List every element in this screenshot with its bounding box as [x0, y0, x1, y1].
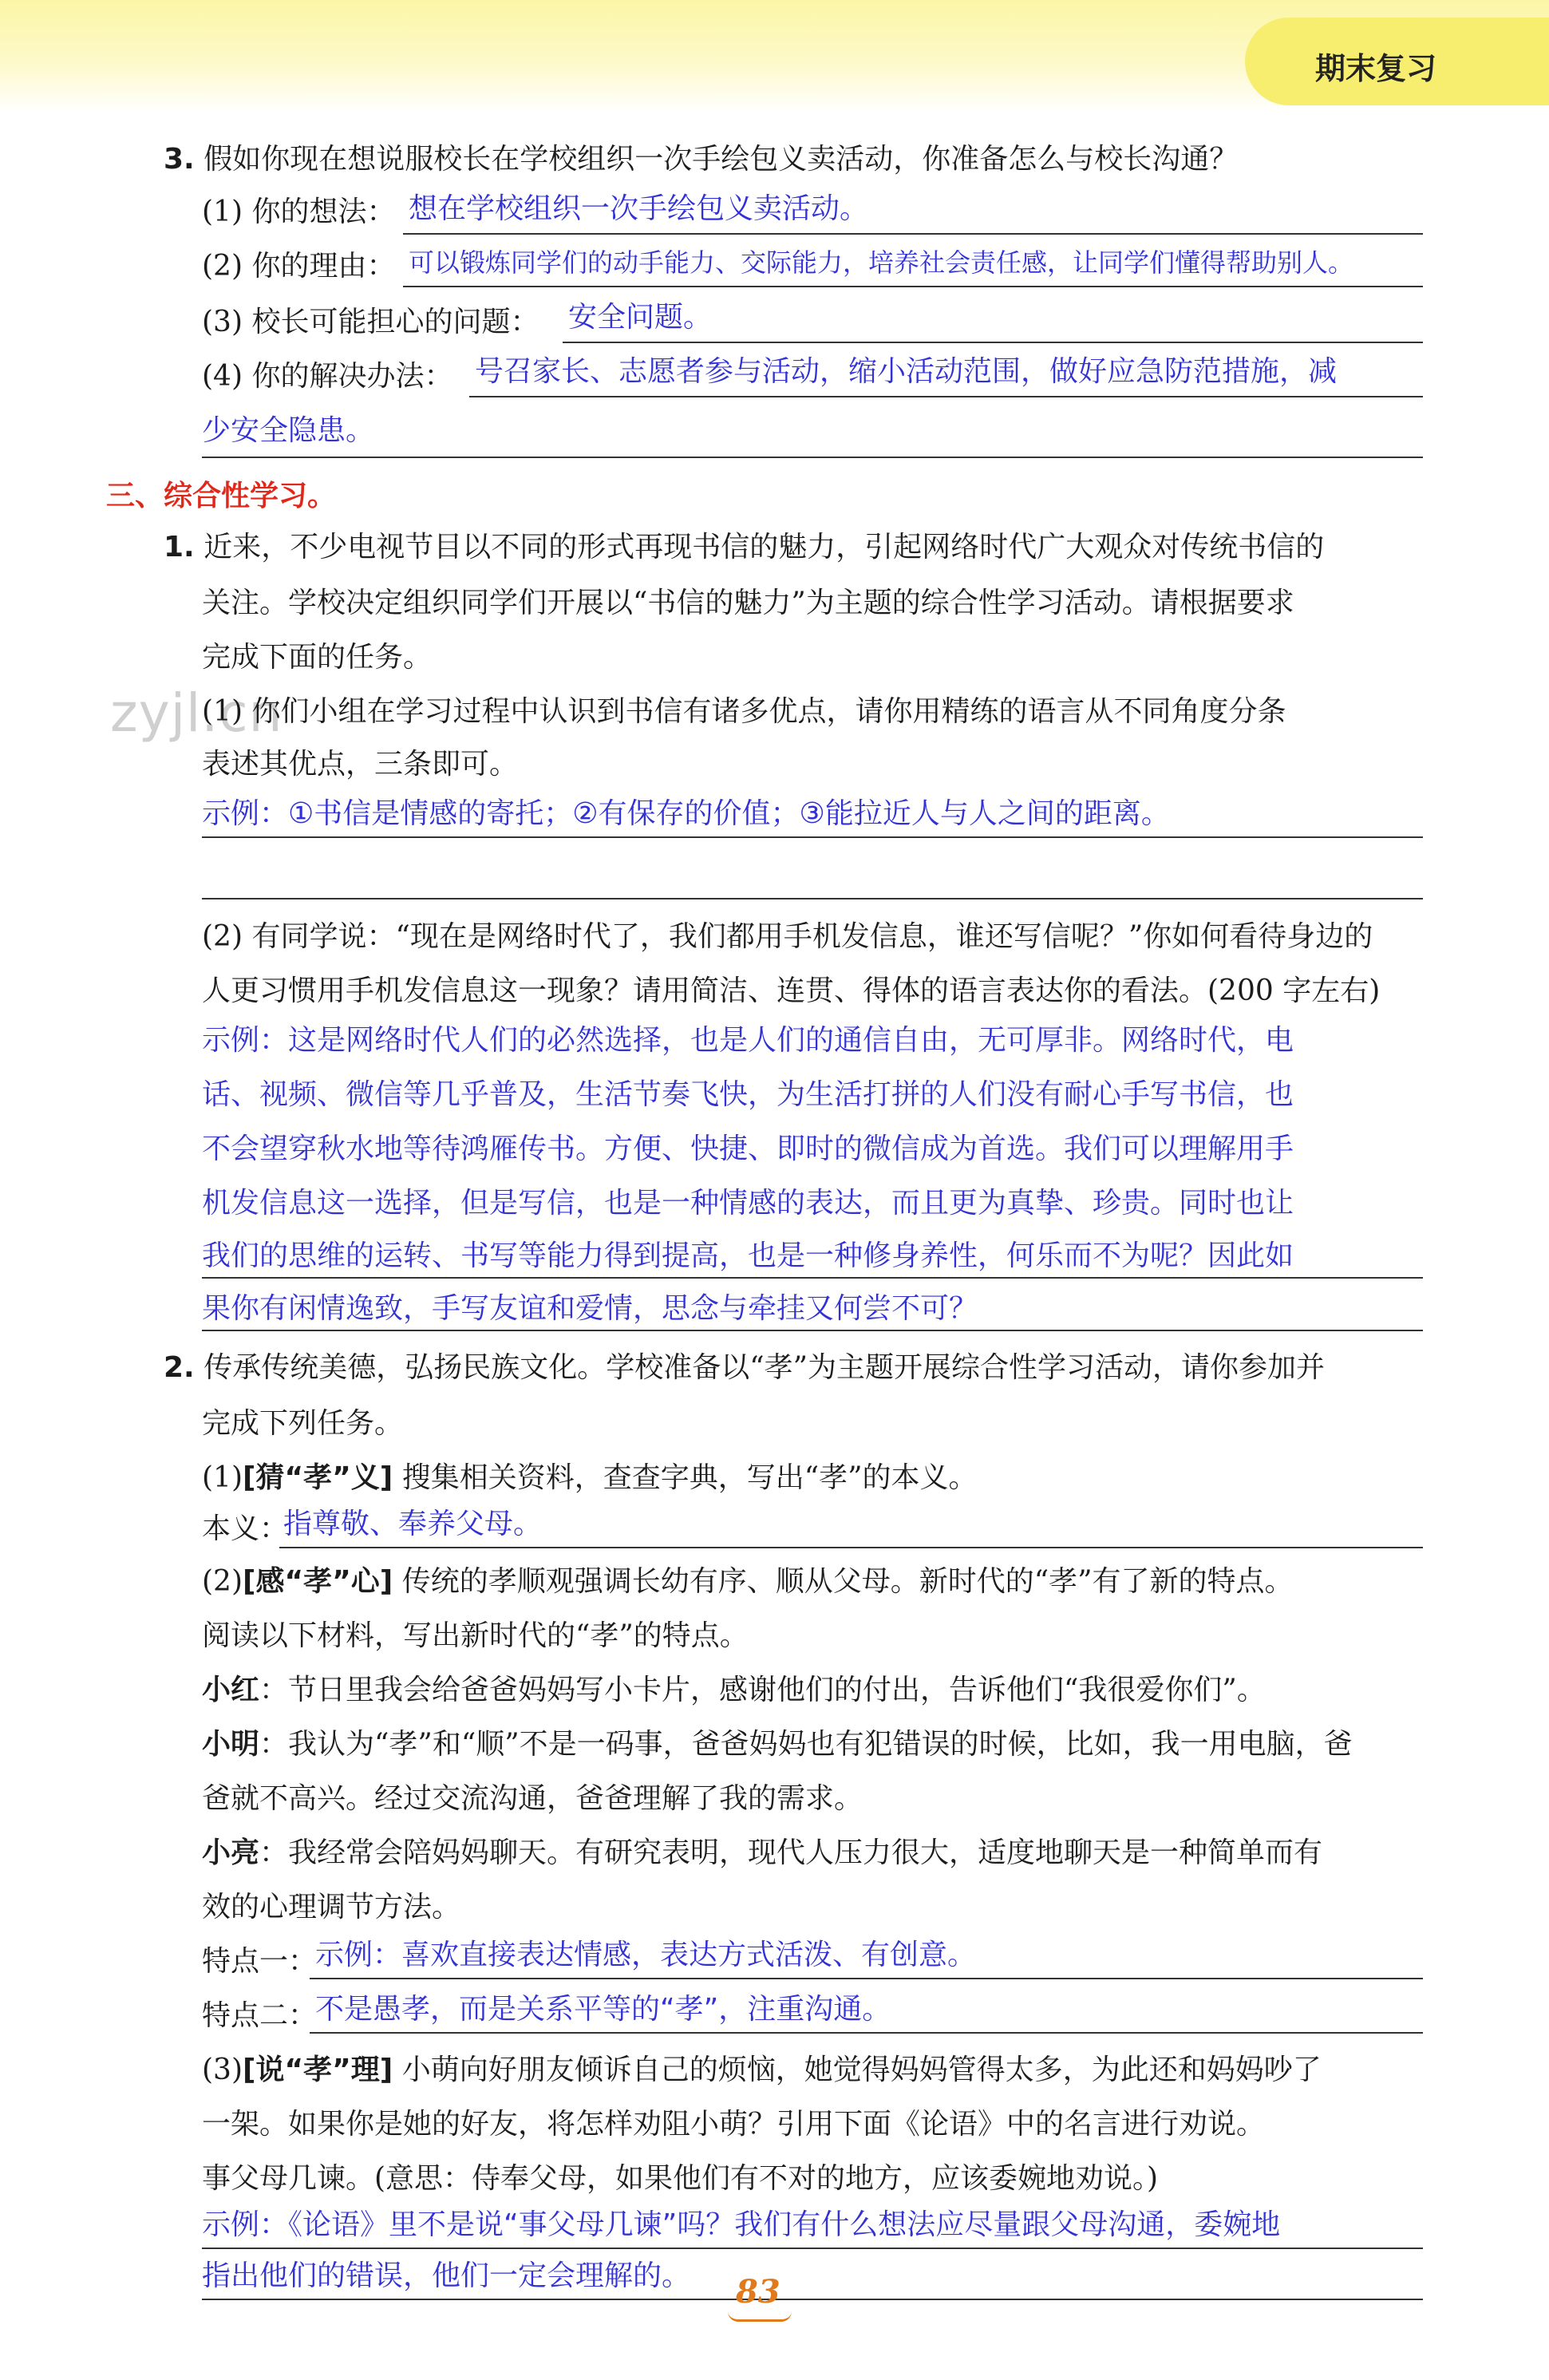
- section-tab-label: 期末复习: [1315, 51, 1437, 86]
- section-title: 三、综合性学习。: [106, 480, 337, 512]
- answer-line: [202, 1330, 1423, 1331]
- s1-p2-answer-line: 示例：这是网络时代人们的必然选择，也是人们的通信自由，无可厚非。网络时代，电: [202, 1024, 1294, 1057]
- s2-xiaohong: [202, 1676, 1266, 1705]
- s2-p2-text: 传统的孝顺观强调长幼有序、顺从父母。新时代的“孝”有了新的特点。: [401, 1565, 1294, 1598]
- s2-p3-text: 小萌向好朋友倾诉自己的烦恼，她觉得妈妈管得太多，为此还和妈妈吵了: [401, 2054, 1322, 2086]
- s2-xiaoliang-2: 效的心理调节方法。: [202, 1891, 461, 1923]
- s1-p2-answer-line: 果你有闲情逸致，手写友谊和爱情，思念与牵挂又何尝不可？: [202, 1292, 978, 1325]
- q3-p3-label: (3) 校长可能担心的问题：: [202, 306, 539, 338]
- q3-p4-label: (4) 你的解决办法：: [202, 360, 453, 393]
- s2-xiaoming: [202, 1730, 1353, 1759]
- s2-f1-answer: 示例：喜欢直接表达情感，表达方式活泼、有创意。: [315, 1939, 977, 1971]
- s1-stem-3: 完成下面的任务。: [202, 641, 433, 674]
- answer-line: [202, 457, 1423, 458]
- page-number-ornament: [728, 2311, 792, 2322]
- s2-xiaoming-2: 爸就不高兴。经过交流沟通，爸爸理解了我的需求。: [202, 1782, 863, 1815]
- watermark: zyjl.cn: [110, 682, 283, 744]
- answer-line: [403, 286, 1423, 287]
- answer-line: [310, 2032, 1423, 2034]
- s2-p2-text-2: 阅读以下材料，写出新时代的“孝”的特点。: [202, 1619, 749, 1652]
- s1-p2-answer-line: 不会望穿秋水地等待鸿雁传书。方便、快捷、即时的微信成为首选。我们可以理解用手: [202, 1133, 1294, 1165]
- s2-p2-tag: [感“孝”心]: [243, 1565, 393, 1598]
- answer-line: [279, 1547, 1423, 1548]
- s2-p3-tag: [说“孝”理]: [243, 2054, 393, 2086]
- s2-xiaoliang: [202, 1836, 1323, 1869]
- s2-p3-prefix: (3): [202, 2054, 243, 2086]
- q3-p4-answer-2: 少安全隐患。: [202, 414, 375, 447]
- page-number: 83: [736, 2273, 780, 2311]
- s2-f2-label: 特点二：: [202, 1999, 318, 2032]
- s1-p1-line-1: (1) 你们小组在学习过程中认识到书信有诸多优点，请你用精练的语言从不同角度分条: [202, 695, 1286, 728]
- speaker-text: ：我认为“孝”和“顺”不是一码事，爸爸妈妈也有犯错误的时候，比如，我一用电脑，爸: [259, 1728, 1353, 1761]
- answer-line: [202, 898, 1423, 899]
- q3-p2-label: (2) 你的理由：: [202, 250, 396, 283]
- q3-p2-answer: 可以锻炼同学们的动手能力、交际能力，培养社会责任感，让同学们懂得帮助别人。: [409, 247, 1354, 278]
- speaker-name: 小亮: [202, 1836, 260, 1869]
- speaker-name: 小明: [202, 1728, 260, 1761]
- answer-line: [403, 233, 1423, 235]
- s2-p1-tag: [猜“孝”义]: [243, 1461, 393, 1494]
- speaker-name: 小红: [202, 1674, 260, 1706]
- s1-p1-answer: 示例：①书信是情感的寄托；②有保存的价值；③能拉近人与人之间的距离。: [202, 797, 1170, 830]
- answer-line: [202, 836, 1423, 838]
- s2-number: 2.: [164, 1351, 195, 1384]
- s2-p3-answer-1: 示例：《论语》里不是说“事父母几谏”吗？我们有什么想法应尽量跟父母沟通，委婉地: [202, 2208, 1281, 2241]
- q3-p4-answer-1: 号召家长、志愿者参与活动，缩小活动范围，做好应急防范措施，减: [475, 355, 1338, 388]
- speaker-text: ：我经常会陪妈妈聊天。有研究表明，现代人压力很大，适度地聊天是一种简单而有: [259, 1836, 1323, 1869]
- answer-line: [202, 2299, 1423, 2300]
- s2-stem-1-text: 传承传统美德，弘扬民族文化。学校准备以“孝”为主题开展综合性学习活动，请你参加并: [204, 1351, 1325, 1384]
- s2-p1-text: 搜集相关资料，查查字典，写出“孝”的本义。: [401, 1461, 978, 1494]
- answer-line: [202, 2248, 1423, 2249]
- s2-p3: [202, 2056, 1322, 2085]
- s2-stem-2: 完成下列任务。: [202, 1407, 404, 1440]
- s1-stem-2: 关注。学校决定组织同学们开展以“书信的魅力”为主题的综合性学习活动。请根据要求: [202, 587, 1294, 619]
- s1-number: 1.: [164, 531, 195, 563]
- s2-p1-answer: 指尊敬、奉养父母。: [283, 1508, 543, 1540]
- s1-stem-1-text: 近来，不少电视节目以不同的形式再现书信的魅力，引起网络时代广大观众对传统书信的: [204, 531, 1325, 563]
- s2-p3-text-2: 一架。如果你是她的好友，将怎样劝阻小萌？引用下面《论语》中的名言进行劝说。: [202, 2108, 1266, 2141]
- answer-line: [310, 1978, 1423, 1979]
- s2-p2-prefix: (2): [202, 1565, 243, 1598]
- q3-p1-label: (1) 你的想法：: [202, 196, 396, 228]
- s2-p2: [202, 1565, 1294, 1598]
- q3-number: 3.: [164, 143, 195, 176]
- q3-stem-text: 假如你现在想说服校长在学校组织一次手绘包义卖活动，你准备怎么与校长沟通？: [204, 143, 1239, 176]
- s1-p2-answer-line: 话、视频、微信等几乎普及，生活节奏飞快，为生活打拼的人们没有耐心手写书信，也: [202, 1078, 1294, 1111]
- s2-p1-label: 本义：: [202, 1512, 289, 1545]
- s1-p2-answer-line: 机发信息这一选择，但是写信，也是一种情感的表达，而且更为真挚、珍贵。同时也让: [202, 1187, 1294, 1220]
- s2-stem-1: [164, 1351, 1325, 1384]
- q3-stem: [164, 145, 1238, 174]
- s2-f2-answer: 不是愚孝，而是关系平等的“孝”，注重沟通。: [315, 1993, 891, 2026]
- answer-line: [469, 396, 1423, 397]
- q3-p3-answer: 安全问题。: [568, 301, 713, 334]
- answer-line: [202, 1277, 1423, 1279]
- s1-stem-1: [164, 533, 1324, 562]
- speaker-text: ：节日里我会给爸爸妈妈写小卡片，感谢他们的付出，告诉他们“我很爱你们”。: [259, 1674, 1266, 1706]
- answer-line: [563, 342, 1423, 343]
- s2-p3-answer-2: 指出他们的错误，他们一定会理解的。: [202, 2259, 691, 2292]
- s2-quote: 事父母几谏。(意思：侍奉父母，如果他们有不对的地方，应该委婉地劝说。): [202, 2162, 1159, 2195]
- s1-p2-answer-line: 我们的思维的运转、书写等能力得到提高，也是一种修身养性，何乐而不为呢？因此如: [202, 1239, 1294, 1272]
- s2-p1: [202, 1461, 978, 1494]
- s1-p2-line-1: (2) 有同学说：“现在是网络时代了，我们都用手机发信息，谁还写信呢？”你如何看待身边的: [202, 920, 1373, 953]
- s1-p1-line-2: 表述其优点，三条即可。: [202, 748, 519, 781]
- s2-p1-prefix: (1): [202, 1461, 243, 1494]
- s1-p2-line-2: 人更习惯用手机发信息这一现象？请用简洁、连贯、得体的语言表达你的看法。(200 字左右): [202, 975, 1381, 1007]
- s2-f1-label: 特点一：: [202, 1945, 318, 1978]
- q3-p1-answer: 想在学校组织一次手绘包义卖活动。: [409, 192, 869, 225]
